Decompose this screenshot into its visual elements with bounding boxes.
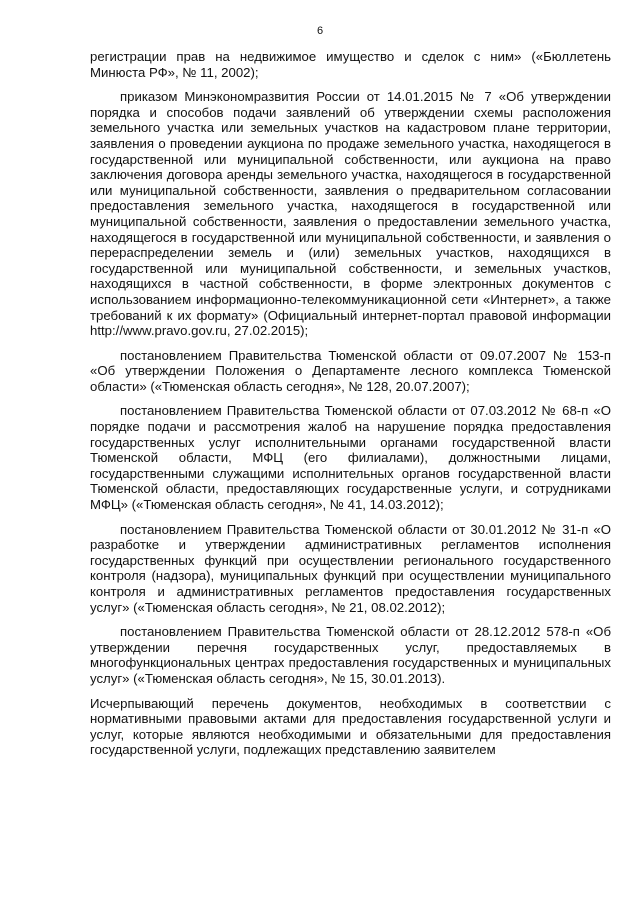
paragraph-registration-law: регистрации прав на недвижимое имущество и сделок с ним» («Бюллетень Минюста РФ», № 11, 2002); [90, 49, 611, 80]
document-body [90, 49, 611, 767]
paragraph-resolution-31p: постановлением Правительства Тюменской области от 30.01.2012 № 31-п «О разработке и утверждении административных регламентов исполнения государственных функций при осуществлении регионального государственного контроля (надзора), муниципальных функций при осуществлении муниципального контроля и административных регламентов предоставления государственных услуг» («Тюменская область сегодня», № 21, 08.02.2012); [90, 521, 611, 615]
section-heading-documents-list: Исчерпывающий перечень документов, необходимых в соответствии с нормативными правовыми актами для предоставления государственной услуги и услуг, которые являются необходимыми и обязательными для предоставления государственной услуги, подлежащих представлению заявителем [90, 695, 611, 758]
paragraph-resolution-153p: постановлением Правительства Тюменской области от 09.07.2007 № 153-п «Об утверждении Положения о Департаменте лесного комплекса Тюменской области» («Тюменская область сегодня», № 128, 20.07.2007); [90, 347, 611, 394]
paragraph-order-minekonomrazvitiya: приказом Минэкономразвития России от 14.01.2015 № 7 «Об утверждении порядка и способов подачи заявлений об утверждении схемы расположения земельного участка или земельных участков на кадастровом плане территории, заявления о проведении аукциона по продаже земельного участка, находящегося в государственной или муниципальной собственности, или аукциона на право заключения договора аренды земельного участка, находящегося в государственной или муниципальной собственности, заявления о предварительном согласовании предоставления земельного участка, находящегося в государственной или муниципальной собственности, заявления о предоставлении земельного участка, находящегося в государственной или муниципальной собственности, и заявления о перераспределении земель и (или) земельных участков, находящихся в государственной или муниципальной собственности, и земельных участков, находящихся в частной собственности, в форме электронных документов с использованием информационно-телекоммуникационной сети «Интернет», а также требований к их формату» (Официальный интернет-портал правовой информации http://www.pravo.gov.ru, 27.02.2015); [90, 89, 611, 339]
paragraph-resolution-578p: постановлением Правительства Тюменской области от 28.12.2012 578-п «Об утверждении перечня государственных услуг, предоставляемых в многофункциональных центрах предоставления государственных и муниципальных услуг» («Тюменская область сегодня», № 15, 30.01.2013). [90, 624, 611, 686]
page-number: 6 [316, 25, 324, 37]
paragraph-resolution-68p: постановлением Правительства Тюменской области от 07.03.2012 № 68-п «О порядке подачи и рассмотрения жалоб на нарушение порядка предоставления государственных услуг исполнительными органами государственной власти Тюменской области, МФЦ (его филиалами), должностными лицами, государственными служащими исполнительных органов государственной власти Тюменской области, предоставляющих государственные услуги, и сотрудниками МФЦ» («Тюменская область сегодня», № 41, 14.03.2012); [90, 403, 611, 513]
